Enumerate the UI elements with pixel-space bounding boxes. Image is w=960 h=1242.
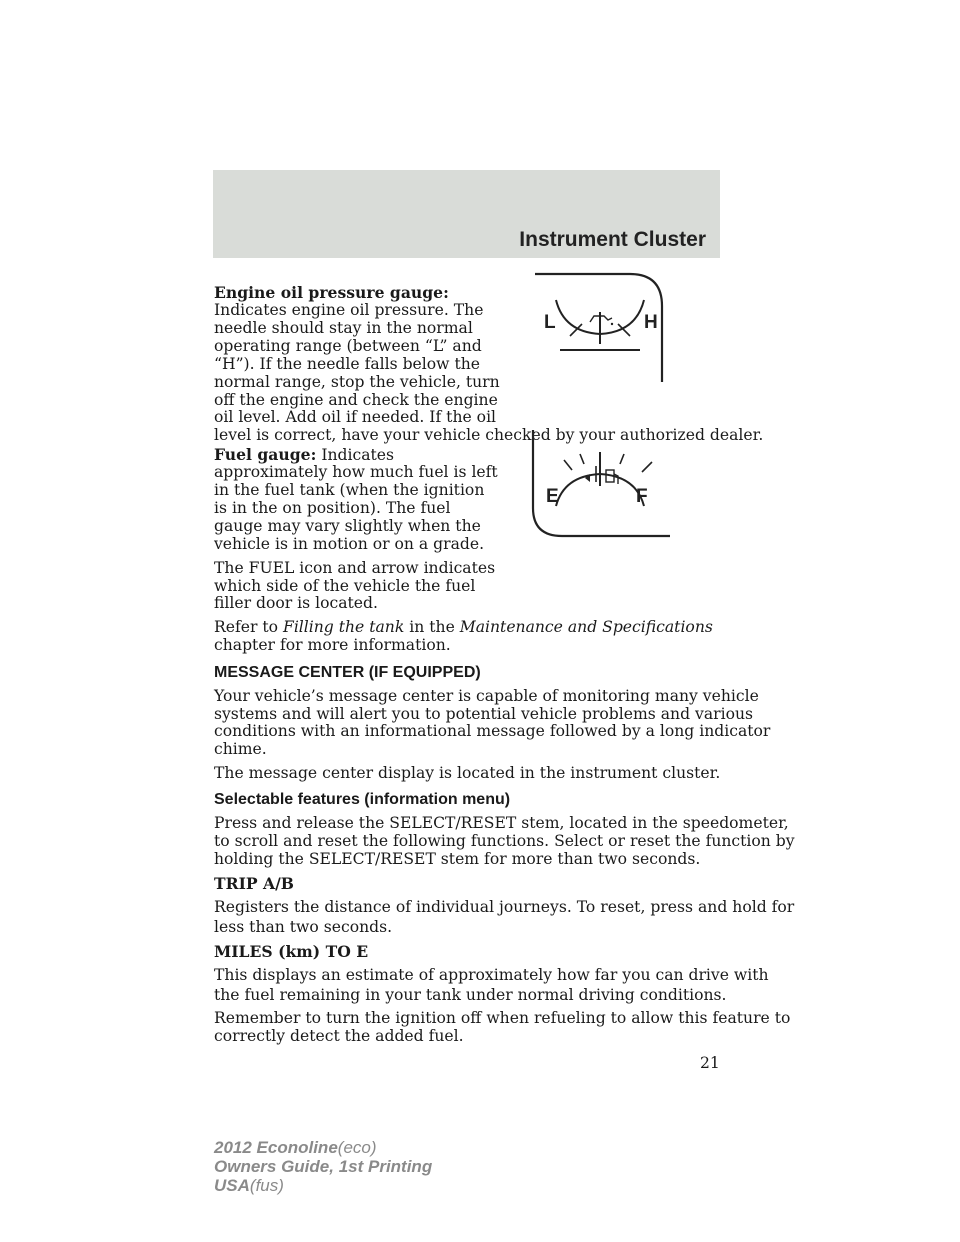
fuel-gauge-heading: Fuel gauge:	[214, 445, 317, 464]
fuel-text-line: in the fuel tank (when the ignition	[214, 481, 485, 499]
refer-mid: in the	[404, 618, 460, 636]
miles-text-line: the fuel remaining in your tank under normal driving conditions.	[214, 986, 727, 1004]
selectable-text-line: holding the SELECT/RESET stem for more than two seconds.	[214, 850, 701, 868]
message-center-heading: MESSAGE CENTER (IF EQUIPPED)	[214, 664, 481, 681]
fuel-icon-text-line: which side of the vehicle the fuel	[214, 577, 476, 595]
chapter-title: Instrument Cluster	[519, 228, 706, 251]
oil-pressure-gauge-illustration	[530, 272, 670, 384]
fuel-text-line: approximately how much fuel is left	[214, 463, 498, 481]
footer-model: 2012 Econoline	[214, 1138, 338, 1157]
message-center-text-line: conditions with an informational message followed by a long indicator	[214, 722, 771, 740]
oil-text-line: needle should stay in the normal	[214, 319, 473, 337]
page-number: 21	[700, 1054, 720, 1072]
message-center-location-text: The message center display is located in the instrument cluster.	[214, 764, 721, 782]
footer-model-code: (eco)	[337, 1138, 377, 1157]
message-center-text-line: chime.	[214, 740, 267, 758]
oil-text-line: “H”). If the needle falls below the	[214, 355, 481, 373]
selectable-text-line: to scroll and reset the following functions. Select or reset the function by	[214, 832, 795, 850]
refer-section-link: Filling the tank	[283, 618, 405, 636]
fuel-refer-line	[214, 619, 713, 636]
trip-text-line: less than two seconds.	[214, 918, 393, 936]
document-footer	[214, 1138, 432, 1195]
oil-text-line: normal range, stop the vehicle, turn	[214, 373, 500, 391]
miles-text-line: Remember to turn the ignition off when refueling to allow this feature to	[214, 1009, 791, 1027]
fuel-gauge-first-line	[214, 446, 394, 464]
footer-region-code: (fus)	[249, 1176, 284, 1195]
oil-gauge-low-label: L	[544, 312, 556, 333]
miles-to-empty-heading: MILES (km) TO E	[214, 942, 369, 961]
oil-text-line: Indicates engine oil pressure. The	[214, 301, 484, 319]
fuel-gauge-illustration	[530, 430, 672, 540]
trip-heading: TRIP A/B	[214, 874, 294, 893]
miles-text-line: This displays an estimate of approximately how far you can drive with	[214, 966, 769, 984]
oil-can-icon	[590, 316, 613, 325]
oil-text-line: operating range (between “L” and	[214, 337, 482, 355]
fuel-text-line: is in the on position). The fuel	[214, 499, 451, 517]
trip-text-line: Registers the distance of individual journeys. To reset, press and hold for	[214, 898, 795, 916]
selectable-text-line: Press and release the SELECT/RESET stem, located in the speedometer,	[214, 814, 789, 832]
footer-region: USA	[214, 1176, 250, 1195]
fuel-text-line: vehicle is in motion or on a grade.	[214, 535, 485, 553]
fuel-text-line: gauge may vary slightly when the	[214, 517, 481, 535]
oil-text-line: level is correct, have your vehicle checked by your authorized dealer.	[214, 426, 764, 444]
message-center-text-line: systems and will alert you to potential vehicle problems and various	[214, 705, 754, 723]
fuel-icon-text-line: The FUEL icon and arrow indicates	[214, 559, 496, 577]
chapter-header	[213, 170, 720, 258]
fuel-refer-line-2: chapter for more information.	[214, 636, 451, 654]
refer-chapter-link: Maintenance and Specifications	[459, 618, 713, 636]
oil-text-line: off the engine and check the engine	[214, 391, 498, 409]
fuel-text-fragment: Indicates	[321, 446, 395, 464]
fuel-gauge-empty-label: E	[546, 486, 559, 507]
footer-guide: Owners Guide, 1st Printing	[214, 1157, 433, 1176]
fuel-icon-text-line: filler door is located.	[214, 594, 378, 612]
miles-text-line: correctly detect the added fuel.	[214, 1027, 464, 1045]
refer-prefix: Refer to	[214, 618, 283, 636]
oil-gauge-high-label: H	[644, 312, 658, 333]
oil-text-line: oil level. Add oil if needed. If the oil	[214, 408, 497, 426]
selectable-features-heading: Selectable features (information menu)	[214, 791, 511, 808]
message-center-text-line: Your vehicle’s message center is capable of monitoring many vehicle	[214, 687, 759, 705]
fuel-gauge-full-label: F	[636, 486, 648, 507]
oil-gauge-heading: Engine oil pressure gauge:	[214, 283, 449, 302]
